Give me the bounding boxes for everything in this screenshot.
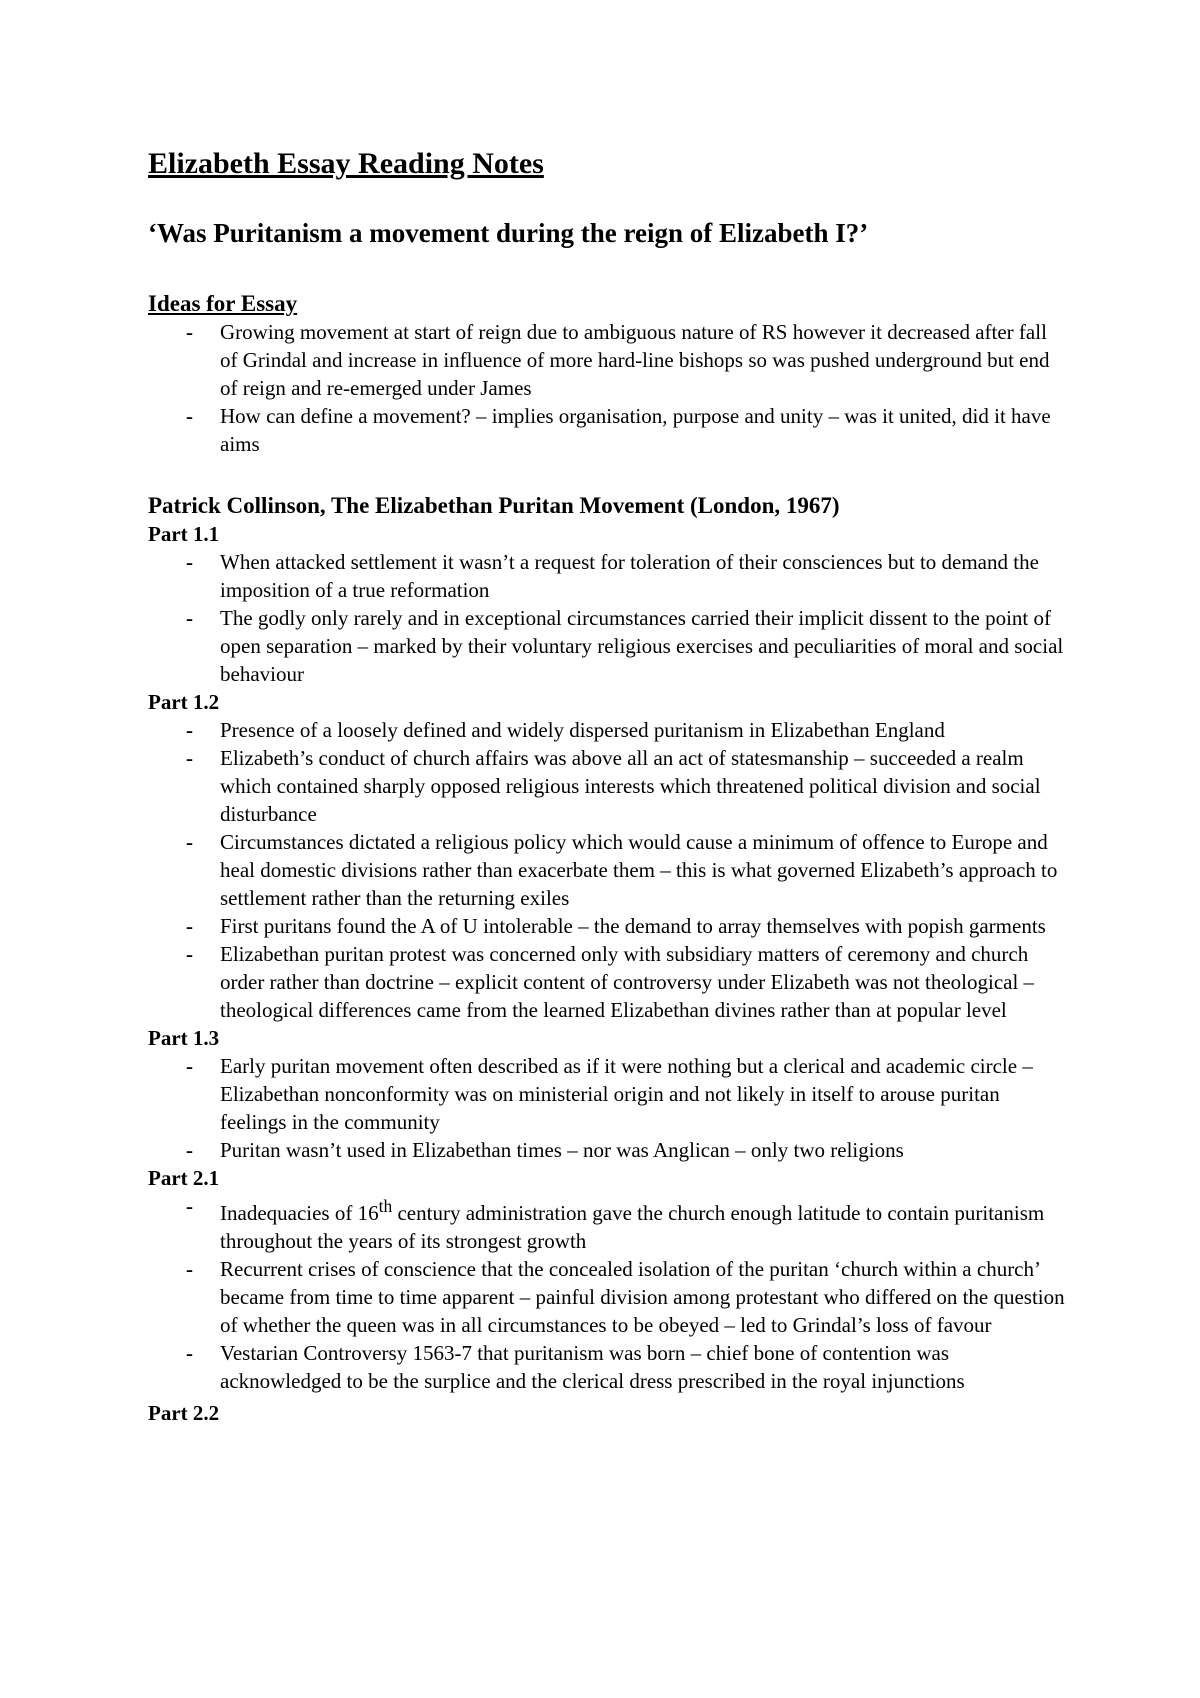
- list-item-text: Presence of a loosely defined and widely dispersed puritanism in Elizabethan England: [220, 718, 945, 742]
- essay-question: ‘Was Puritanism a movement during the reign of Elizabeth I?’: [148, 218, 869, 248]
- list-item-text: Growing movement at start of reign due to ambiguous nature of RS however it decreased after fall of Grindal and increase in influence of more hard-line bishops so was pushed underground but end of reign and re-emerged under James: [220, 320, 1050, 400]
- list-item: [148, 940, 1068, 1024]
- part-heading: Part 2.1: [148, 1166, 220, 1190]
- part-heading: Part 2.2: [148, 1401, 220, 1425]
- list-item-text: When attacked settlement it wasn’t a request for toleration of their consciences but to demand the imposition of a true reformation: [220, 550, 1039, 602]
- list-item-text: Puritan wasn’t used in Elizabethan times – nor was Anglican – only two religions: [220, 1138, 904, 1162]
- list-item-text: How can define a movement? – implies organisation, purpose and unity – was it united, did it have aims: [220, 404, 1051, 456]
- list-item: [148, 604, 1068, 688]
- list-item-text: Elizabethan puritan protest was concerned only with subsidiary matters of ceremony and church order rather than doctrine – explicit content of controversy under Elizabeth was not theological – theological differences came from the learned Elizabethan divines rather than at popular level: [220, 942, 1035, 1022]
- bullet-dash: -: [186, 404, 193, 428]
- list-item: [148, 744, 1068, 828]
- part-list: [148, 1192, 1068, 1395]
- list-item: [148, 1255, 1068, 1339]
- bullet-dash: -: [186, 1138, 193, 1162]
- bullet-dash: -: [186, 606, 193, 630]
- bullet-dash: -: [186, 1341, 193, 1365]
- ideas-list: [148, 318, 1068, 458]
- list-item-text-after: century administration gave the church enough latitude to contain puritanism throughout the years of its strongest growth: [220, 1201, 1045, 1253]
- bullet-dash: -: [186, 718, 193, 742]
- document-title: Elizabeth Essay Reading Notes: [148, 147, 544, 180]
- list-item: [148, 716, 1068, 744]
- list-item: [148, 402, 1068, 458]
- list-item-text: Circumstances dictated a religious policy which would cause a minimum of offence to Europe and heal domestic divisions rather than exacerbate them – this is what governed Elizabeth’s approach to settlement rather than the returning exiles: [220, 830, 1058, 910]
- bullet-dash: -: [186, 746, 193, 770]
- list-item: [148, 318, 1068, 402]
- list-item-text: The godly only rarely and in exceptional circumstances carried their implicit dissent to the point of open separation – marked by their voluntary religious exercises and peculiarities of moral and social behaviour: [220, 606, 1064, 686]
- list-item-text: Early puritan movement often described as if it were nothing but a clerical and academic circle – Elizabethan nonconformity was on ministerial origin and not likely in itself to arouse puritan feelings in the community: [220, 1054, 1033, 1134]
- list-item-text-before: Inadequacies of 16: [220, 1201, 379, 1225]
- list-item: [148, 1136, 1068, 1164]
- list-item: [148, 1192, 1068, 1255]
- bullet-dash: -: [186, 830, 193, 854]
- list-item: [148, 548, 1068, 604]
- part-heading: Part 1.2: [148, 690, 220, 714]
- list-item: [148, 1052, 1068, 1136]
- bullet-dash: -: [186, 1194, 193, 1218]
- bullet-dash: -: [186, 1257, 193, 1281]
- bullet-dash: -: [186, 320, 193, 344]
- bullet-dash: -: [186, 550, 193, 574]
- bullet-dash: -: [186, 942, 193, 966]
- ordinal-superscript: th: [378, 1196, 393, 1216]
- part-list: [148, 1052, 1068, 1164]
- part-heading: Part 1.1: [148, 522, 220, 546]
- bullet-dash: -: [186, 1054, 193, 1078]
- document-page: [148, 146, 1068, 1427]
- ideas-heading: Ideas for Essay: [148, 291, 298, 316]
- list-item: [148, 912, 1068, 940]
- list-item-text: First puritans found the A of U intolerable – the demand to array themselves with popish garments: [220, 914, 1046, 938]
- list-item-text: Elizabeth’s conduct of church affairs was above all an act of statesmanship – succeeded a realm which contained sharply opposed religious interests which threatened political division and social disturbance: [220, 746, 1041, 826]
- list-item: [148, 1339, 1068, 1395]
- source-heading: Patrick Collinson, The Elizabethan Puritan Movement (London, 1967): [148, 493, 840, 518]
- part-list: [148, 716, 1068, 1024]
- part-heading: Part 1.3: [148, 1026, 220, 1050]
- part-list: [148, 548, 1068, 688]
- list-item-text: Recurrent crises of conscience that the concealed isolation of the puritan ‘church within a church’ became from time to time apparent – painful division among protestant who differed on the question of whether the queen was in all circumstances to be obeyed – led to Grindal’s loss of favour: [220, 1257, 1065, 1337]
- list-item-text: Vestarian Controversy 1563-7 that puritanism was born – chief bone of contention was acknowledged to be the surplice and the clerical dress prescribed in the royal injunctions: [220, 1341, 965, 1393]
- bullet-dash: -: [186, 914, 193, 938]
- list-item: [148, 828, 1068, 912]
